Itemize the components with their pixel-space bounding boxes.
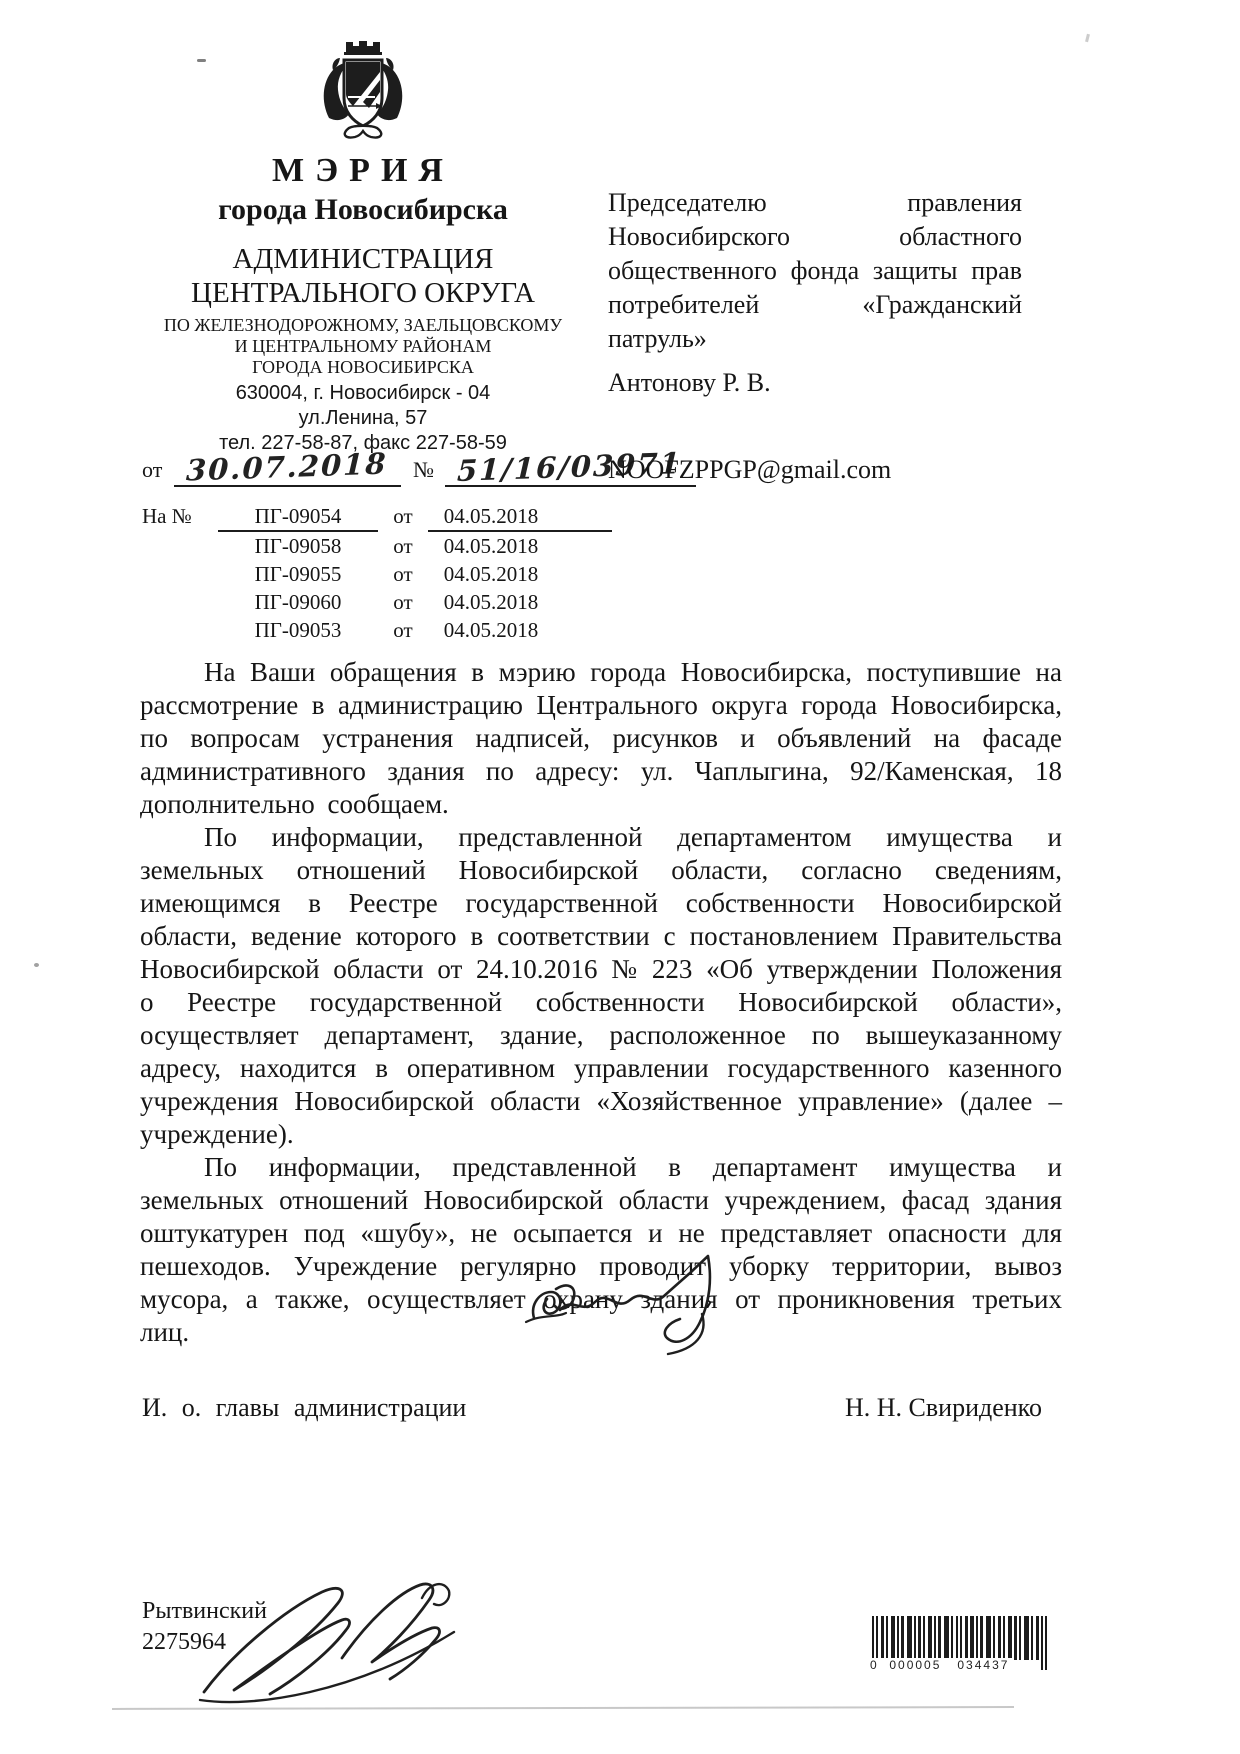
- dept-name-line2: ЦЕНТРАЛЬНОГО ОКРУГА: [191, 277, 535, 309]
- incoming-ref-date: 04.05.2018: [428, 502, 554, 532]
- incoming-ref-number: ПГ-09055: [254, 562, 342, 586]
- letterhead: [138, 36, 588, 456]
- dept-districts-line1: ПО ЖЕЛЕЗНОДОРОЖНОМУ, ЗАЕЛЬЦОВСКОМУ: [163, 315, 563, 335]
- incoming-ref-number: ПГ-09060: [254, 590, 342, 614]
- incoming-ref-row: [142, 616, 612, 644]
- addressee-block: Председателю правления Новосибирского областного общественного фонда защиты прав потребителей «Гражданский патруль»: [608, 188, 1022, 353]
- signer-position: И. о. главы администрации: [142, 1393, 467, 1422]
- incoming-ref-number: ПГ-09054: [218, 502, 378, 532]
- outgoing-number-handwritten: 51/16/03971: [456, 446, 683, 488]
- letterhead-street-address: ул.Ленина, 57: [298, 407, 428, 429]
- letterhead-postal-address: 630004, г. Новосибирск - 04: [235, 382, 491, 404]
- incoming-ref-number: ПГ-09053: [254, 618, 342, 642]
- incoming-ref-row: [142, 560, 612, 588]
- scan-artifact-dash: [197, 59, 206, 62]
- incoming-from-label: от: [393, 590, 413, 614]
- incoming-ref-row: [142, 532, 612, 560]
- signer-name: Н. Н. Свириденко: [845, 1393, 1042, 1422]
- incoming-ref-date: 04.05.2018: [443, 618, 539, 642]
- incoming-references: [142, 502, 612, 644]
- incoming-ref-row: [142, 588, 612, 616]
- outgoing-number-label: №: [412, 457, 434, 482]
- incoming-ref-date: 04.05.2018: [443, 590, 539, 614]
- executor-name: Рытвинский: [142, 1598, 267, 1624]
- scan-artifact-tick: [1085, 34, 1090, 42]
- signature-rytvinsky: [192, 1566, 460, 1708]
- letter-body: [140, 656, 1062, 1349]
- barcode-digits: 0 000005 034437: [866, 1658, 1013, 1672]
- body-paragraph-1: На Ваши обращения в мэрию города Новосибирска, поступившие на рассмотрение в администрацию Центрального округа города Новосибирска, по вопросам устранения надписей, рисунков и объявлений на фасаде административного здания по адресу: ул. Чаплыгина, 92/Каменская, 18 дополнительно сообщаем.: [140, 657, 1062, 819]
- barcode: [862, 1616, 1067, 1680]
- signature-sviridenko: [520, 1252, 780, 1362]
- incoming-ref-date: 04.05.2018: [443, 562, 539, 586]
- dept-districts-line3: ГОРОДА НОВОСИБИРСКА: [252, 357, 474, 377]
- incoming-ref-date: 04.05.2018: [443, 534, 539, 558]
- incoming-from-label: от: [393, 562, 413, 586]
- dept-districts-line2: И ЦЕНТРАЛЬНОМУ РАЙОНАМ: [234, 336, 492, 356]
- incoming-ref-underline-ext: [554, 502, 612, 532]
- body-paragraph-3: По информации, представленной в департамент имущества и земельных отношений Новосибирской области учреждением, фасад здания оштукатурен под «шубу», не осыпается и не представляет опасности для пешеходов. Учреждение регулярно проводит уборку территории, вывоз мусора, а также, осуществляет охрану здания от проникновения третьих лиц.: [140, 1152, 1062, 1347]
- novosibirsk-coat-of-arms-icon: [313, 36, 413, 140]
- incoming-ref-row: [142, 502, 612, 532]
- incoming-ref-number: ПГ-09058: [254, 534, 342, 558]
- outgoing-from-label: от: [142, 457, 163, 482]
- incoming-from-label: от: [393, 504, 413, 528]
- org-name-line2: города Новосибирска: [218, 193, 508, 226]
- incoming-from-label: от: [393, 534, 413, 558]
- org-name-line1: МЭРИЯ: [272, 152, 454, 189]
- addressee-name: Антонову Р. В.: [608, 368, 771, 397]
- outgoing-date-handwritten: 30.07.2018: [185, 446, 388, 488]
- dept-name-line1: АДМИНИСТРАЦИЯ: [232, 243, 494, 275]
- scan-artifact-dot: [34, 963, 39, 967]
- body-paragraph-2: По информации, представленной департаментом имущества и земельных отношений Новосибирской области, согласно сведениям, имеющимся в Реестре государственной собственности Новосибирской области, ведение которого в соответствии с постановлением Правительства Новосибирской области от 24.10.2016 № 223 «Об утверждении Положения о Реестре государственной собственности Новосибирской области», осуществляет департамент, здание, расположенное по вышеуказанному адресу, находится в оперативном управлении государственного казенного учреждения Новосибирской области «Хозяйственное управление» (далее – учреждение).: [140, 822, 1062, 1149]
- letterhead-phone-fax: тел. 227-58-87, факс 227-58-59: [219, 432, 507, 454]
- incoming-refs-label: На №: [142, 504, 192, 528]
- addressee-email: NOOFZPPGP@gmail.com: [608, 455, 892, 484]
- incoming-from-label: от: [393, 618, 413, 642]
- executor-phone: 2275964: [142, 1629, 226, 1655]
